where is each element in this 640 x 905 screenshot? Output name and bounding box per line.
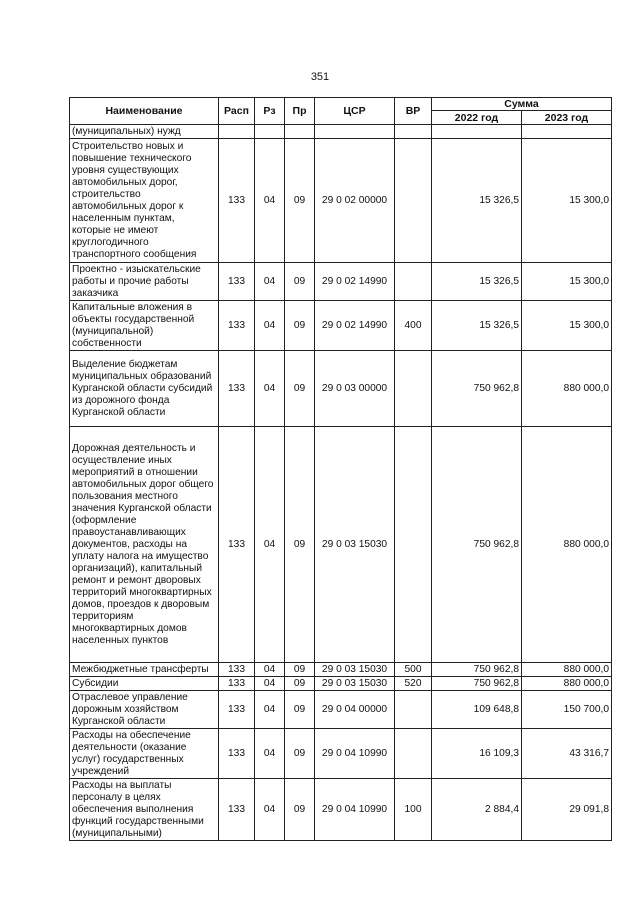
- table-row: [70, 263, 612, 301]
- row-amount-2022: 109 648,8: [432, 691, 522, 729]
- row-rasp: 133: [219, 427, 255, 663]
- row-name: Расходы на обеспечение деятельности (оказание услуг) государственных учреждений: [70, 729, 219, 779]
- row-csr: 29 0 04 10990: [315, 779, 395, 841]
- row-csr: 29 0 03 15030: [315, 677, 395, 691]
- row-pr: 09: [285, 139, 315, 263]
- row-name: Межбюджетные трансферты: [70, 663, 219, 677]
- row-csr: 29 0 02 14990: [315, 263, 395, 301]
- row-pr: 09: [285, 351, 315, 427]
- row-rz: 04: [255, 139, 285, 263]
- table-row: [70, 779, 612, 841]
- row-pr: [285, 125, 315, 139]
- row-csr: 29 0 02 00000: [315, 139, 395, 263]
- table-row: [70, 427, 612, 663]
- row-amount-2023: 43 316,7: [522, 729, 612, 779]
- row-name: Капитальные вложения в объекты государственной (муниципальной) собственности: [70, 301, 219, 351]
- table-row: [70, 301, 612, 351]
- row-csr: 29 0 04 10990: [315, 729, 395, 779]
- row-amount-2022: 750 962,8: [432, 427, 522, 663]
- header-sum: Сумма: [432, 98, 612, 111]
- row-rz: 04: [255, 691, 285, 729]
- row-vr: [395, 351, 432, 427]
- row-rz: [255, 125, 285, 139]
- row-amount-2023: 880 000,0: [522, 351, 612, 427]
- row-pr: 09: [285, 691, 315, 729]
- row-name: Дорожная деятельность и осуществление иных мероприятий в отношении автомобильных дорог общего пользования местного значения Курганской области (оформление правоустанавливающих документов, расходы на уплату налога на имущество организаций), капитальный ремонт и ремонт дворовых территорий многоквартирных домов, проездов к дворовым территориям многоквартирных домов населенных пунктов: [70, 427, 219, 663]
- row-amount-2022: 2 884,4: [432, 779, 522, 841]
- table-row: [70, 677, 612, 691]
- row-rz: 04: [255, 427, 285, 663]
- row-rasp: 133: [219, 301, 255, 351]
- row-rasp: 133: [219, 779, 255, 841]
- row-rasp: [219, 125, 255, 139]
- row-vr: 520: [395, 677, 432, 691]
- row-amount-2022: 15 326,5: [432, 263, 522, 301]
- row-rz: 04: [255, 663, 285, 677]
- row-vr: 100: [395, 779, 432, 841]
- row-rasp: 133: [219, 729, 255, 779]
- row-csr: 29 0 02 14990: [315, 301, 395, 351]
- row-rasp: 133: [219, 139, 255, 263]
- row-csr: 29 0 03 00000: [315, 351, 395, 427]
- row-amount-2022: 15 326,5: [432, 301, 522, 351]
- row-amount-2022: 15 326,5: [432, 139, 522, 263]
- row-vr: [395, 263, 432, 301]
- row-name: Строительство новых и повышение технического уровня существующих автомобильных дорог, строительство автомобильных дорог к населенным пунктам, которые не имеют круглогодичного транспортного сообщения: [70, 139, 219, 263]
- row-name: Отраслевое управление дорожным хозяйством Курганской области: [70, 691, 219, 729]
- table-row: [70, 663, 612, 677]
- row-rasp: 133: [219, 663, 255, 677]
- header-rz: Рз: [255, 98, 285, 125]
- row-pr: 09: [285, 263, 315, 301]
- row-pr: 09: [285, 301, 315, 351]
- table-row: [70, 729, 612, 779]
- table-row: [70, 351, 612, 427]
- row-name: Расходы на выплаты персоналу в целях обеспечения выполнения функций государственными (муниципальными): [70, 779, 219, 841]
- row-amount-2022: 750 962,8: [432, 663, 522, 677]
- header-pr: Пр: [285, 98, 315, 125]
- row-amount-2022: 16 109,3: [432, 729, 522, 779]
- row-amount-2023: 15 300,0: [522, 263, 612, 301]
- row-rz: 04: [255, 729, 285, 779]
- row-vr: [395, 691, 432, 729]
- header-csr: ЦСР: [315, 98, 395, 125]
- row-vr: [395, 125, 432, 139]
- row-amount-2023: 15 300,0: [522, 301, 612, 351]
- row-vr: [395, 139, 432, 263]
- row-amount-2023: 15 300,0: [522, 139, 612, 263]
- row-amount-2023: [522, 125, 612, 139]
- budget-table: [69, 97, 612, 841]
- row-rasp: 133: [219, 263, 255, 301]
- row-vr: [395, 729, 432, 779]
- row-amount-2023: 880 000,0: [522, 663, 612, 677]
- row-amount-2022: [432, 125, 522, 139]
- row-vr: 400: [395, 301, 432, 351]
- row-pr: 09: [285, 677, 315, 691]
- row-amount-2022: 750 962,8: [432, 677, 522, 691]
- row-amount-2022: 750 962,8: [432, 351, 522, 427]
- row-amount-2023: 880 000,0: [522, 427, 612, 663]
- header-vr: ВР: [395, 98, 432, 125]
- header-rasp: Расп: [219, 98, 255, 125]
- row-csr: 29 0 03 15030: [315, 427, 395, 663]
- row-pr: 09: [285, 427, 315, 663]
- row-name: Выделение бюджетам муниципальных образований Курганской области субсидий из дорожного фонда Курганской области: [70, 351, 219, 427]
- row-rasp: 133: [219, 691, 255, 729]
- header-name: Наименование: [70, 98, 219, 125]
- row-csr: 29 0 04 00000: [315, 691, 395, 729]
- row-amount-2023: 880 000,0: [522, 677, 612, 691]
- table-row: [70, 125, 612, 139]
- table-row: [70, 139, 612, 263]
- row-vr: [395, 427, 432, 663]
- header-2023: 2023 год: [522, 111, 612, 125]
- header-2022: 2022 год: [432, 111, 522, 125]
- row-pr: 09: [285, 663, 315, 677]
- row-name: Проектно - изыскательские работы и прочие работы заказчика: [70, 263, 219, 301]
- row-csr: [315, 125, 395, 139]
- row-rz: 04: [255, 779, 285, 841]
- row-name: (муниципальных) нужд: [70, 125, 219, 139]
- row-amount-2023: 29 091,8: [522, 779, 612, 841]
- row-rz: 04: [255, 301, 285, 351]
- row-name: Субсидии: [70, 677, 219, 691]
- page-number: 351: [310, 71, 330, 83]
- table-row: [70, 691, 612, 729]
- row-pr: 09: [285, 729, 315, 779]
- row-rz: 04: [255, 351, 285, 427]
- row-csr: 29 0 03 15030: [315, 663, 395, 677]
- row-rz: 04: [255, 677, 285, 691]
- row-vr: 500: [395, 663, 432, 677]
- row-amount-2023: 150 700,0: [522, 691, 612, 729]
- row-rasp: 133: [219, 677, 255, 691]
- row-rasp: 133: [219, 351, 255, 427]
- row-pr: 09: [285, 779, 315, 841]
- row-rz: 04: [255, 263, 285, 301]
